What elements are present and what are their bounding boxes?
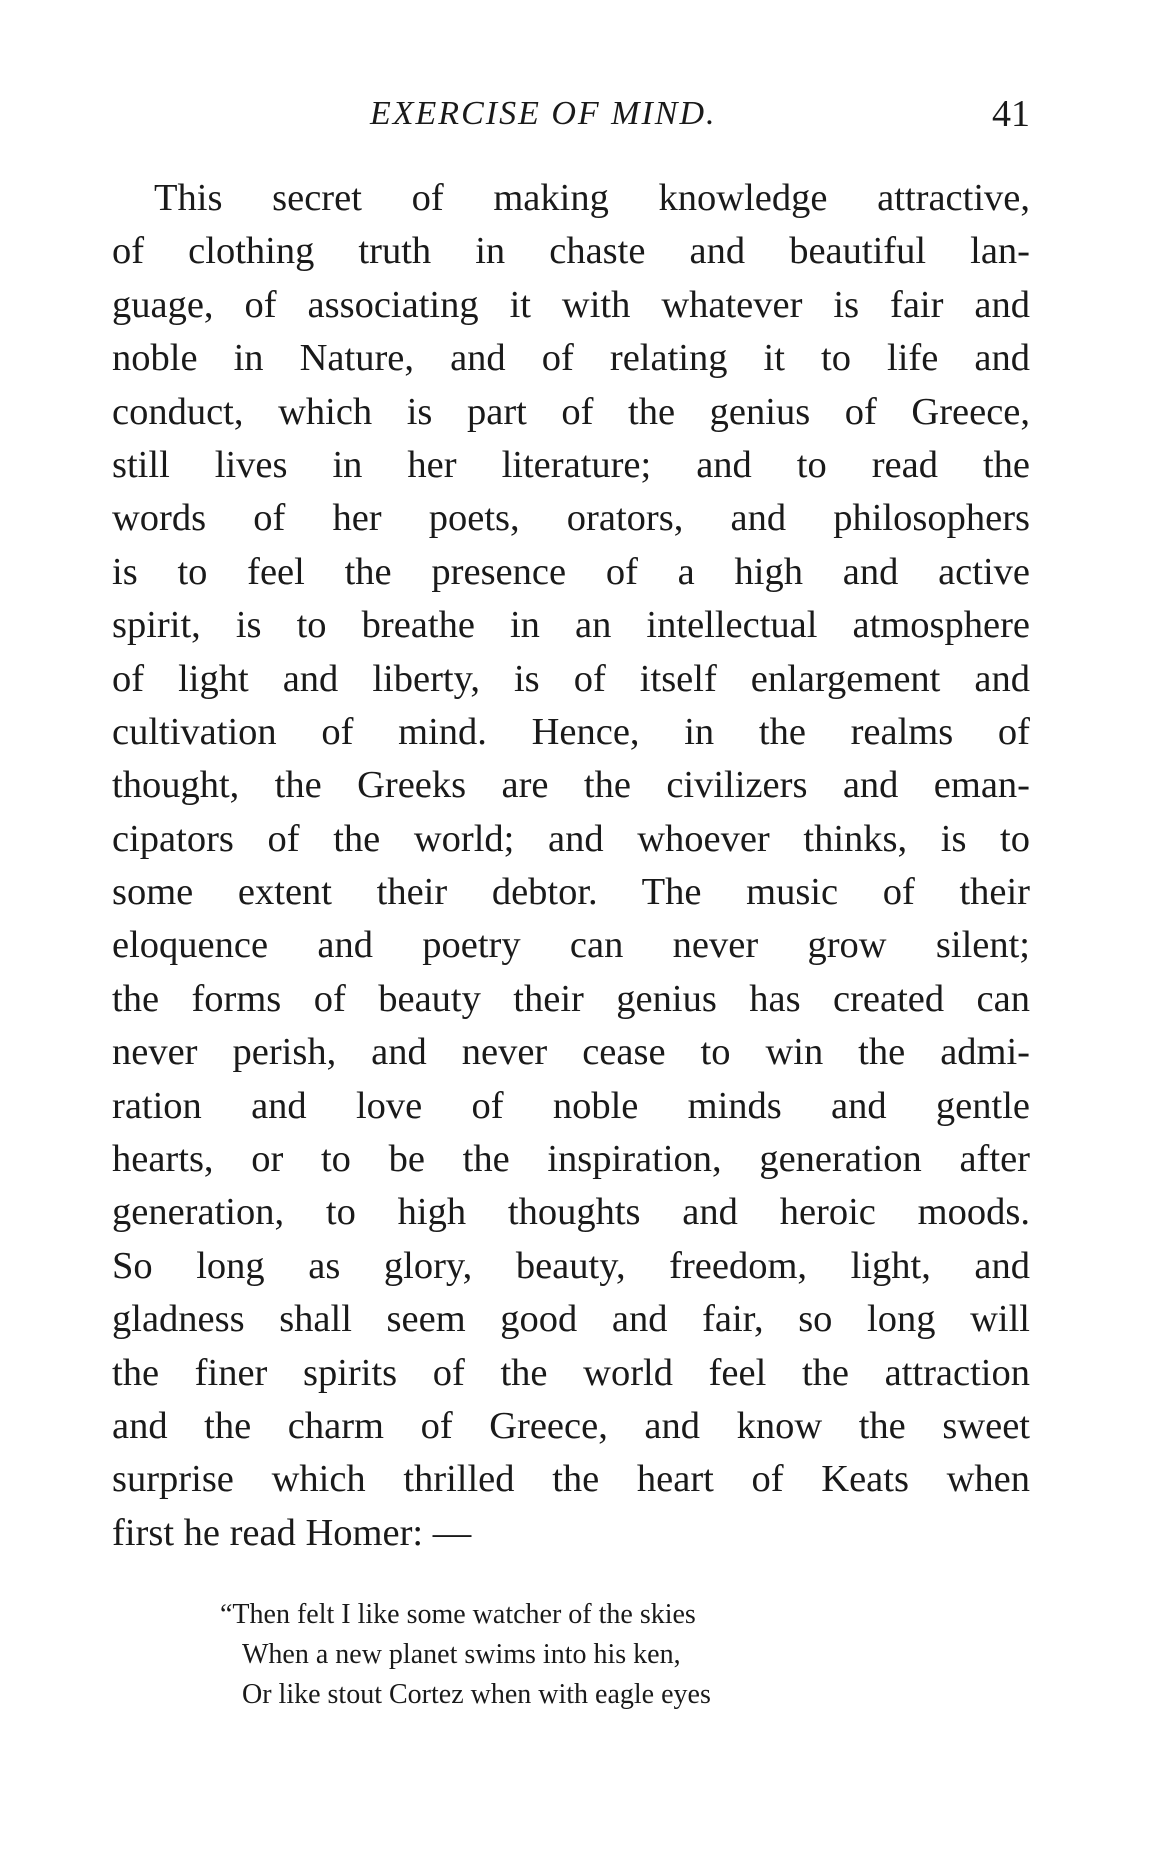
text-line: never perish, and never cease to win the admi- xyxy=(112,1031,1030,1074)
text-line: and the charm of Greece, and know the sweet xyxy=(112,1404,1030,1447)
text-line: cultivation of mind. Hence, in the realms of xyxy=(112,710,1030,753)
running-title: EXERCISE OF MIND. xyxy=(370,95,717,132)
text-line: the finer spirits of the world feel the attraction xyxy=(112,1351,1030,1394)
text-line: is to feel the presence of a high and active xyxy=(112,550,1030,593)
text-line: conduct, which is part of the genius of Greece, xyxy=(112,390,1030,433)
text-line: of light and liberty, is of itself enlargement and xyxy=(112,657,1030,700)
text-line: first he read Homer: — xyxy=(112,1511,472,1554)
text-line: generation, to high thoughts and heroic moods. xyxy=(112,1191,1030,1234)
verse-line: When a new planet swims into his ken, xyxy=(242,1639,681,1670)
text-line: This secret of making knowledge attractive, xyxy=(154,177,1030,219)
text-line: some extent their debtor. The music of their xyxy=(112,871,1030,914)
text-line: still lives in her literature; and to read the xyxy=(112,443,1030,486)
verse-quotation xyxy=(220,1595,860,1715)
text-line: of clothing truth in chaste and beautiful lan- xyxy=(112,230,1030,273)
text-line: the forms of beauty their genius has created can xyxy=(112,977,1030,1020)
text-line: hearts, or to be the inspiration, generation after xyxy=(112,1138,1030,1181)
text-line: noble in Nature, and of relating it to life and xyxy=(112,337,1030,380)
text-line: So long as glory, beauty, freedom, light, and xyxy=(112,1244,1030,1287)
verse-line: Or like stout Cortez when with eagle eyes xyxy=(242,1679,711,1710)
verse-line: “Then felt I like some watcher of the skies xyxy=(220,1599,696,1630)
text-line: thought, the Greeks are the civilizers and eman- xyxy=(112,764,1030,807)
text-line: guage, of associating it with whatever is fair and xyxy=(112,283,1030,326)
text-line: words of her poets, orators, and philosophers xyxy=(112,497,1030,540)
text-line: surprise which thrilled the heart of Keats when xyxy=(112,1458,1030,1501)
body-paragraph xyxy=(112,172,1030,1560)
text-line: ration and love of noble minds and gentle xyxy=(112,1084,1030,1127)
page-number: 41 xyxy=(992,93,1030,135)
text-line: eloquence and poetry can never grow silent; xyxy=(112,924,1030,967)
text-line: cipators of the world; and whoever thinks, is to xyxy=(112,817,1030,860)
text-line: spirit, is to breathe in an intellectual atmosphere xyxy=(112,604,1030,647)
running-head xyxy=(112,92,1030,142)
text-line: gladness shall seem good and fair, so long will xyxy=(112,1298,1030,1341)
